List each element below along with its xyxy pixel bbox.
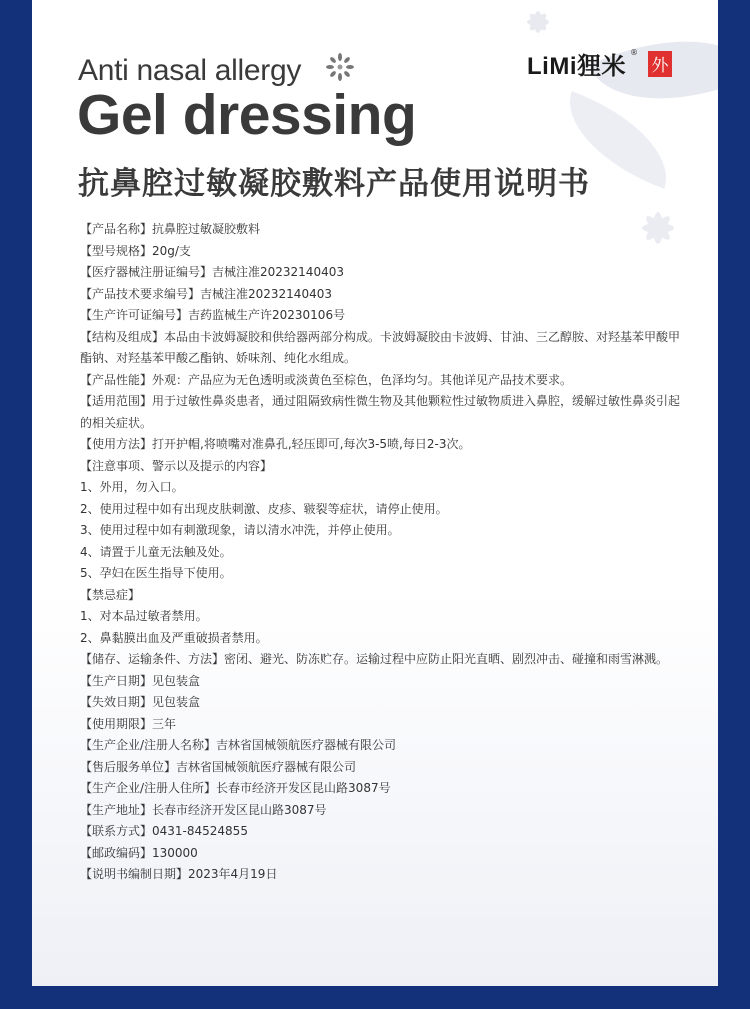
text-line: 【生产企业/注册人住所】长春市经济开发区昆山路3087号	[80, 781, 391, 795]
brand-name: LiMi狸米	[527, 53, 626, 80]
registered-mark: ®	[630, 48, 638, 57]
text-line: 【使用方法】打开护帽,将喷嘴对准鼻孔,轻压即可,每次3-5喷,每日2-3次。	[80, 437, 471, 451]
text-line: 【说明书编制日期】2023年4月19日	[80, 867, 278, 881]
text-line: 【使用期限】三年	[80, 716, 177, 731]
external-use-badge: 外	[648, 51, 672, 77]
title-english: Gel dressing	[77, 83, 417, 147]
text-line: 1、外用，勿入口。	[80, 480, 184, 494]
text-line: 【禁忌症】	[80, 587, 141, 602]
text-line: 【注意事项、警示以及提示的内容】	[80, 458, 273, 473]
text-line: 2、使用过程中如有出现皮肤刺激、皮疹、皲裂等症状，请停止使用。	[80, 501, 448, 516]
text-line: 1、对本品过敏者禁用。	[80, 609, 208, 623]
text-line: 4、请置于儿童无法触及处。	[80, 544, 232, 559]
text-line: 【生产地址】长春市经济开发区昆山路3087号	[80, 802, 327, 817]
decorative-flower-icon	[508, 0, 568, 50]
text-line: 【失效日期】见包装盒	[80, 695, 201, 709]
subtitle-text: Anti nasal allergy	[78, 54, 302, 87]
text-line: 【生产企业/注册人名称】吉林省国械领航医疗器械有限公司	[80, 738, 397, 752]
text-line: 【医疗器械注册证编号】吉械注准20232140403	[80, 265, 344, 279]
brand-logo	[527, 46, 672, 81]
text-line: 【型号规格】20g/支	[80, 243, 191, 258]
text-paragraph: 【适用范围】用于过敏性鼻炎患者，通过阻隔致病性微生物及其他颗粒性过敏物质进入鼻腔，缓解过敏性鼻炎引起的相关症状。	[80, 394, 681, 430]
text-paragraph: 【储存、运输条件、方法】密闭、避光、防冻贮存。运输过程中应防止阳光直晒、剧烈冲击、碰撞和雨雪淋溅。	[80, 652, 669, 666]
text-line: 【产品技术要求编号】吉械注准20232140403	[80, 286, 332, 301]
title-chinese: 抗鼻腔过敏凝胶敷料产品使用说明书	[78, 166, 590, 202]
text-paragraph: 【结构及组成】本品由卡波姆凝胶和供给器两部分构成。卡波姆凝胶由卡波姆、甘油、三乙醇胺、对羟基苯甲酸甲酯钠、对羟基苯甲酸乙酯钠、娇味剂、纯化水组成。	[80, 329, 681, 365]
instructions-body	[80, 219, 680, 886]
text-line: 【生产日期】见包装盒	[80, 673, 201, 688]
text-line: 【联系方式】0431-84524855	[80, 824, 248, 838]
text-line: 【产品性能】外观：产品应为无色透明或淡黄色至棕色，色泽均匀。其他详见产品技术要求。	[80, 372, 573, 387]
text-line: 【产品名称】抗鼻腔过敏凝胶敷料	[80, 222, 261, 236]
text-line: 2、鼻黏膜出血及严重破损者禁用。	[80, 630, 268, 645]
text-line: 3、使用过程中如有刺激现象，请以清水冲洗，并停止使用。	[80, 523, 400, 537]
instruction-sheet	[32, 0, 718, 986]
text-line: 【邮政编码】130000	[80, 845, 198, 860]
text-line: 【生产许可证编号】吉药监械生产许20230106号	[80, 308, 346, 322]
sparkle-icon	[323, 50, 357, 84]
text-line: 【售后服务单位】吉林省国械领航医疗器械有限公司	[80, 759, 357, 774]
text-line: 5、孕妇在医生指导下使用。	[80, 566, 232, 580]
